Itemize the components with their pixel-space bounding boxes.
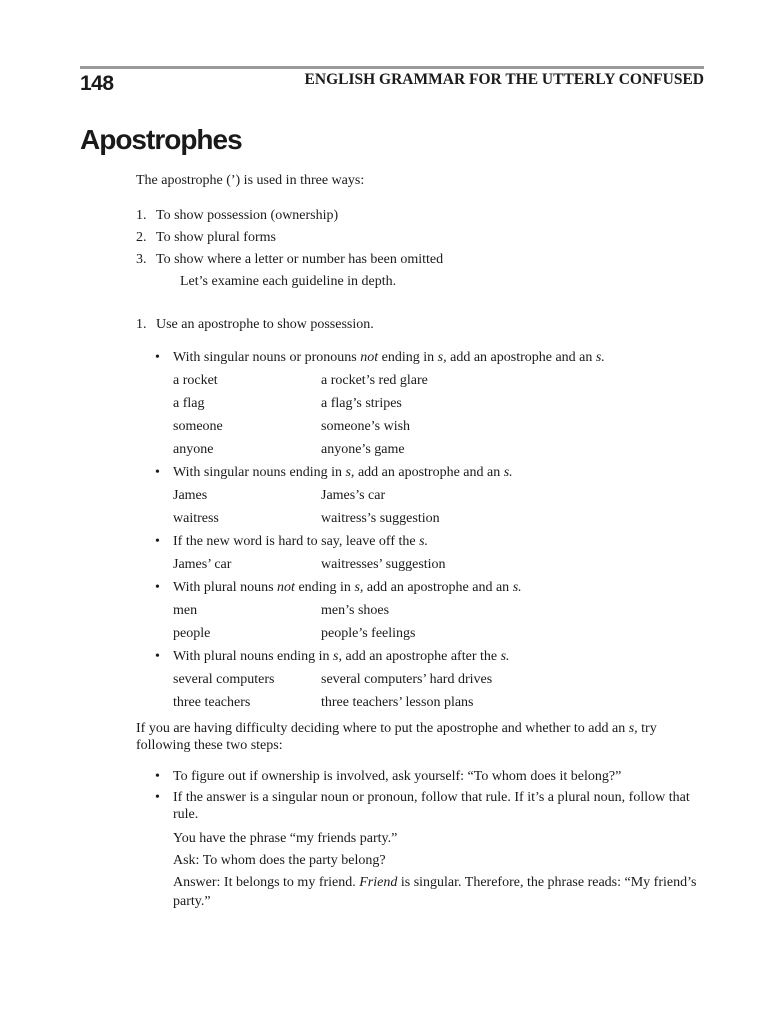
example-row: a rocket a rocket’s red glare xyxy=(173,373,428,388)
example-row: waitress waitress’s suggestion xyxy=(173,511,440,526)
bullet-icon: • xyxy=(155,534,160,549)
rule-bullet: • With singular nouns or pronouns not ending in s, add an apostrophe and an s. xyxy=(136,347,706,370)
rule-bullet: • If the new word is hard to say, leave off the s. xyxy=(136,531,706,554)
section-title: Apostrophes xyxy=(80,124,242,155)
running-head: ENGLISH GRAMMAR FOR THE UTTERLY CONFUSED xyxy=(304,71,704,88)
list-item: 3. To show where a letter or number has been omitted xyxy=(136,252,444,267)
bullet-icon: • xyxy=(155,790,160,805)
page-number: 148 xyxy=(80,72,114,95)
bullet-icon: • xyxy=(155,350,160,365)
list-item: 1. To show possession (ownership) xyxy=(136,208,339,223)
example-row: three teachers three teachers’ lesson plans xyxy=(173,695,474,710)
example-row: a flag a flag’s stripes xyxy=(173,396,402,411)
example-ask: Ask: To whom does the party belong? xyxy=(173,853,386,868)
bullet-icon: • xyxy=(155,465,160,480)
example-row: men men’s shoes xyxy=(173,603,390,618)
rule-bullet: • With singular nouns ending in s, add an apostrophe and an s. xyxy=(136,462,706,485)
intro-paragraph: The apostrophe (’) is used in three ways: xyxy=(136,173,365,188)
example-phrase: You have the phrase “my friends party.” xyxy=(173,831,398,846)
rule-bullet: • With plural nouns ending in s, add an apostrophe after the s. xyxy=(136,646,706,669)
uses-list xyxy=(136,205,706,271)
example-row: James James’s car xyxy=(173,488,386,503)
rule-bullet: • With plural nouns not ending in s, add an apostrophe and an s. xyxy=(136,577,706,600)
example-row: people people’s feelings xyxy=(173,626,416,641)
list-item: 2. To show plural forms xyxy=(136,230,276,245)
example-answer: Answer: It belongs to my friend. Friend is singular. Therefore, the phrase reads: “My friend’s party.” xyxy=(173,875,697,909)
step-bullet: • To figure out if ownership is involved, ask yourself: “To whom does it belong?” xyxy=(155,769,622,784)
example-row: several computers several computers’ hard drives xyxy=(173,672,493,687)
page-content xyxy=(136,170,706,911)
header-rule xyxy=(80,66,704,69)
step-bullet: • If the answer is a singular noun or pronoun, follow that rule. If it’s a plural noun, follow that rule. xyxy=(155,790,690,822)
example-row: James’ car waitresses’ suggestion xyxy=(173,557,446,572)
bullet-icon: • xyxy=(155,649,160,664)
bullet-icon: • xyxy=(155,580,160,595)
difficulty-paragraph: If you are having difficulty deciding where to put the apostrophe and whether to add an s, try following these two steps: xyxy=(136,721,657,753)
rule-one: 1. Use an apostrophe to show possession. xyxy=(136,317,374,332)
example-row: anyone anyone’s game xyxy=(173,442,405,457)
bullet-icon: • xyxy=(155,769,160,784)
lets-examine-text: Let’s examine each guideline in depth. xyxy=(180,274,397,289)
example-row: someone someone’s wish xyxy=(173,419,411,434)
